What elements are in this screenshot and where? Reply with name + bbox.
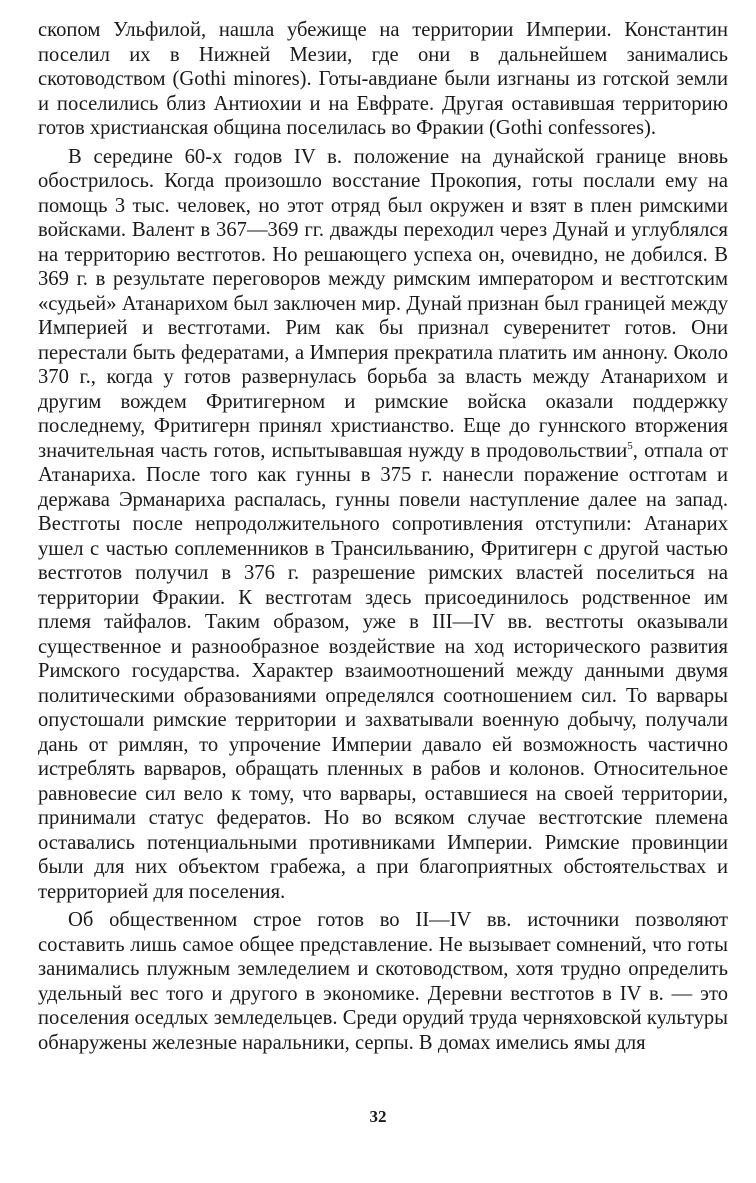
paragraph-text: , отпала от Атанариха. После того как гунны в 375 г. нанесли поражение остготам и держава Эрманариха распалась, гунны повели наступление далее на запад. Вестготы после непродолжительного сопротивления отступили: Атанарих ушел с частью соплеменников в Трансильванию, Фритигерн с другой частью вестготов получил в 376 г. разрешение римских властей поселиться на территории Фракии. К вестготам здесь присоединилось родственное им племя тайфалов. Таким образом, уже в III—IV вв. вестготы оказывали существенное и разнообразное воздействие на ход исторического развития Римского государства. Характер взаимоотношений между данными двумя политическими образованиями определялся соотношением сил. То варвары опустошали римские территории и захватывали военную добычу, получали дань от римлян, то упрочение Империи давало ей возможность частично истреблять варваров, обращать пленных в рабов и колонов. Относительное равновесие сил вело к тому, что варвары, оставшиеся на своей территории, принимали статус федератов. Но во всяком случае вестготские племена оставались потенциальными противниками Империи. Римские провинции были для них объектом грабежа, а при благоприятных обстоятельствах и территорией для поселения.	[38, 439, 728, 903]
paragraph-ulfila-communities	[38, 18, 728, 141]
paragraph-text: скопом Ульфилой, нашла убежище на территории Империи. Константин поселил их в Нижней Мезии, где они в дальнейшем занимались скотоводством (Gothi minores). Готы-авдиане были изгнаны из готской земли и поселились близ Антиохии и на Евфрате. Другая оставившая территорию готов христианская община поселилась во Фракии (Gothi confessores).	[38, 19, 728, 139]
paragraph-text: В середине 60-х годов IV в. положение на дунайской границе вновь обострилось. Когда произошло восстание Прокопия, готы послали ему на помощь 3 тыс. человек, но этот отряд был окружен и взят в плен римскими войсками. Валент в 367—369 гг. дважды переходил через Дунай и углублялся на территорию вестготов. Но решающего успеха он, очевидно, не добился. В 369 г. в результате переговоров между римским императором и вестготским «судьей» Атанарихом был заключен мир. Дунай признан был границей между Империей и вестготами. Рим как бы признал суверенитет готов. Они перестали быть федератами, а Империя прекратила платить им аннону. Около 370 г., когда у готов развернулась борьба за власть между Атанарихом и другим вождем Фритигерном и римские войска оказали поддержку последнему, Фритигерн принял христианство. Еще до гуннского вторжения значительная часть готов, испытывавшая нужду в продовольствии	[38, 145, 728, 462]
page-body	[38, 18, 728, 1055]
page-number: 32	[369, 1107, 387, 1126]
paragraph-social-structure	[38, 908, 728, 1055]
paragraph-text: Об общественном строе готов во II—IV вв. источники позволяют составить лишь самое общее представление. Не вызывает сомнений, что готы занимались плужным земледелием и скотоводством, хотя трудно определить удельный вес того и другого в экономике. Деревни вестготов в IV в. — это поселения оседлых земледельцев. Среди орудий труда черняховской культуры обнаружены железные наральники, серпы. В домах имелись ямы для	[38, 909, 728, 1054]
paragraph-danube-frontier	[38, 145, 728, 905]
footnote-marker: 5	[627, 439, 633, 452]
